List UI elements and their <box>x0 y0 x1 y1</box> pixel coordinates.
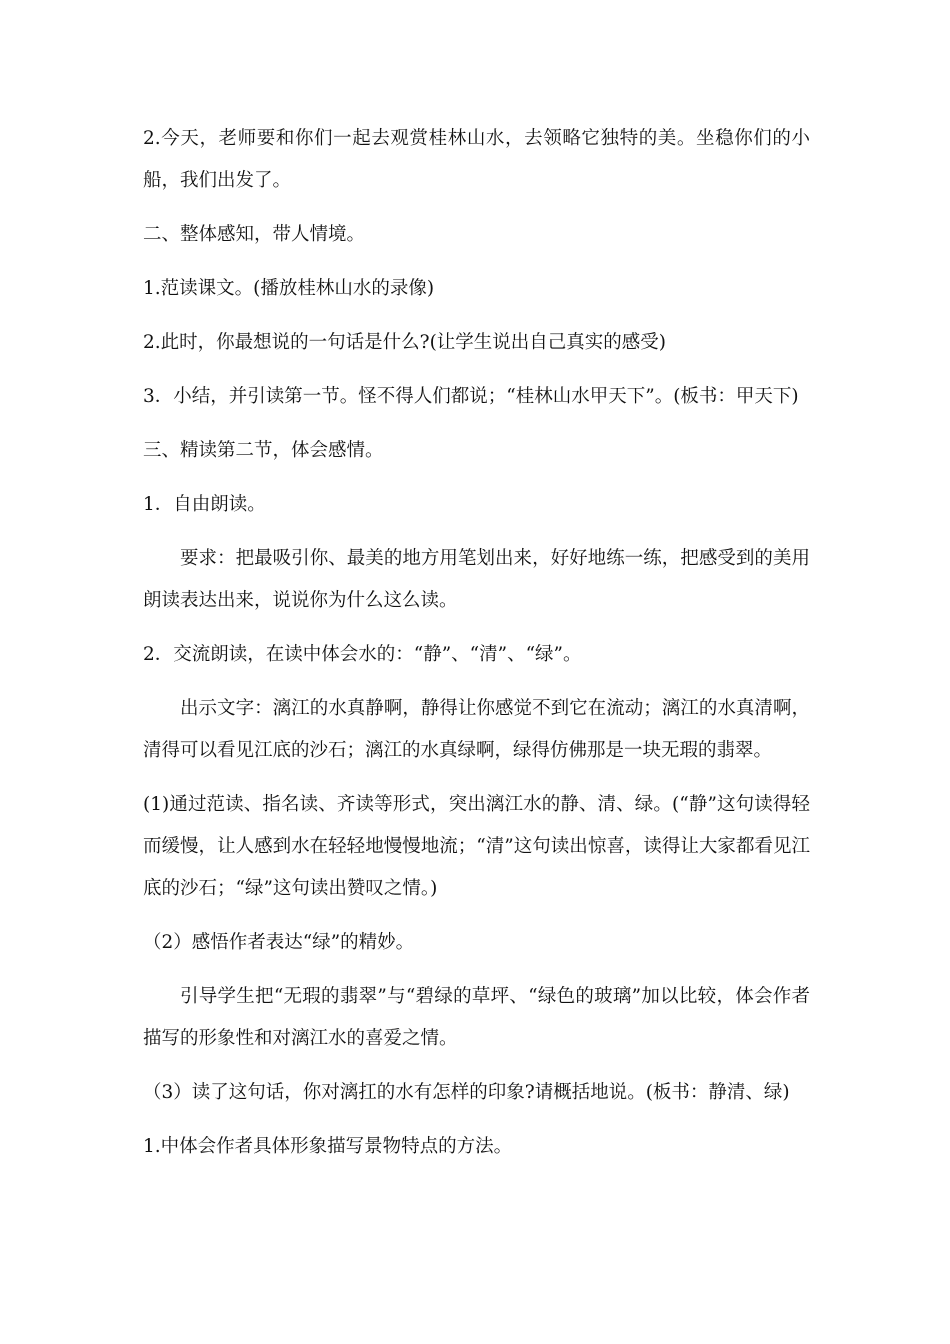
section-heading: 二、整体感知，带人情境。 <box>143 224 366 245</box>
paragraph: （3）读了这句话，你对漓扛的水有怎样的印象?请概括地说。(板书：静清、绿) <box>143 1082 790 1103</box>
paragraph: 1．自由朗读。 <box>143 494 266 515</box>
paragraph: 1.中体会作者具体形象描写景物特点的方法。 <box>143 1136 513 1157</box>
document-body <box>143 118 810 1180</box>
paragraph: 2.今天，老师要和你们一起去观赏桂林山水，去领略它独特的美。坐稳你们的小船，我们出发了。 <box>143 128 810 191</box>
paragraph: 2．交流朗读，在读中体会水的：“静”、“清”、“绿”。 <box>143 644 582 665</box>
paragraph: 出示文字：漓江的水真静啊，静得让你感觉不到它在流动；漓江的水真清啊，清得可以看见江底的沙石；漓江的水真绿啊，绿得仿佛那是一块无瑕的翡翠。 <box>143 698 810 761</box>
paragraph: (1)通过范读、指名读、齐读等形式，突出漓江水的静、清、绿。(“静”这句读得轻而缓慢，让人感到水在轻轻地慢慢地流；“清”这句读出惊喜，读得让大家都看见江底的沙石；“绿”这句读出赞叹之情。) <box>143 794 810 899</box>
paragraph: 2.此时，你最想说的一句话是什么?(让学生说出自己真实的感受) <box>143 332 667 353</box>
section-heading: 三、精读第二节，体会感情。 <box>143 440 384 461</box>
paragraph: （2）感悟作者表达“绿”的精妙。 <box>143 932 415 953</box>
paragraph: 要求：把最吸引你、最美的地方用笔划出来，好好地练一练，把感受到的美用朗读表达出来，说说你为什么这么读。 <box>143 548 810 611</box>
paragraph: 3．小结，并引读第一节。怪不得人们都说；“桂林山水甲天下”。(板书：甲天下) <box>143 386 799 407</box>
paragraph: 引导学生把“无瑕的翡翠”与“碧绿的草坪、“绿色的玻璃”加以比较，体会作者描写的形象性和对漓江水的喜爱之情。 <box>143 986 810 1049</box>
paragraph: 1.范读课文。(播放桂林山水的录像) <box>143 278 435 299</box>
